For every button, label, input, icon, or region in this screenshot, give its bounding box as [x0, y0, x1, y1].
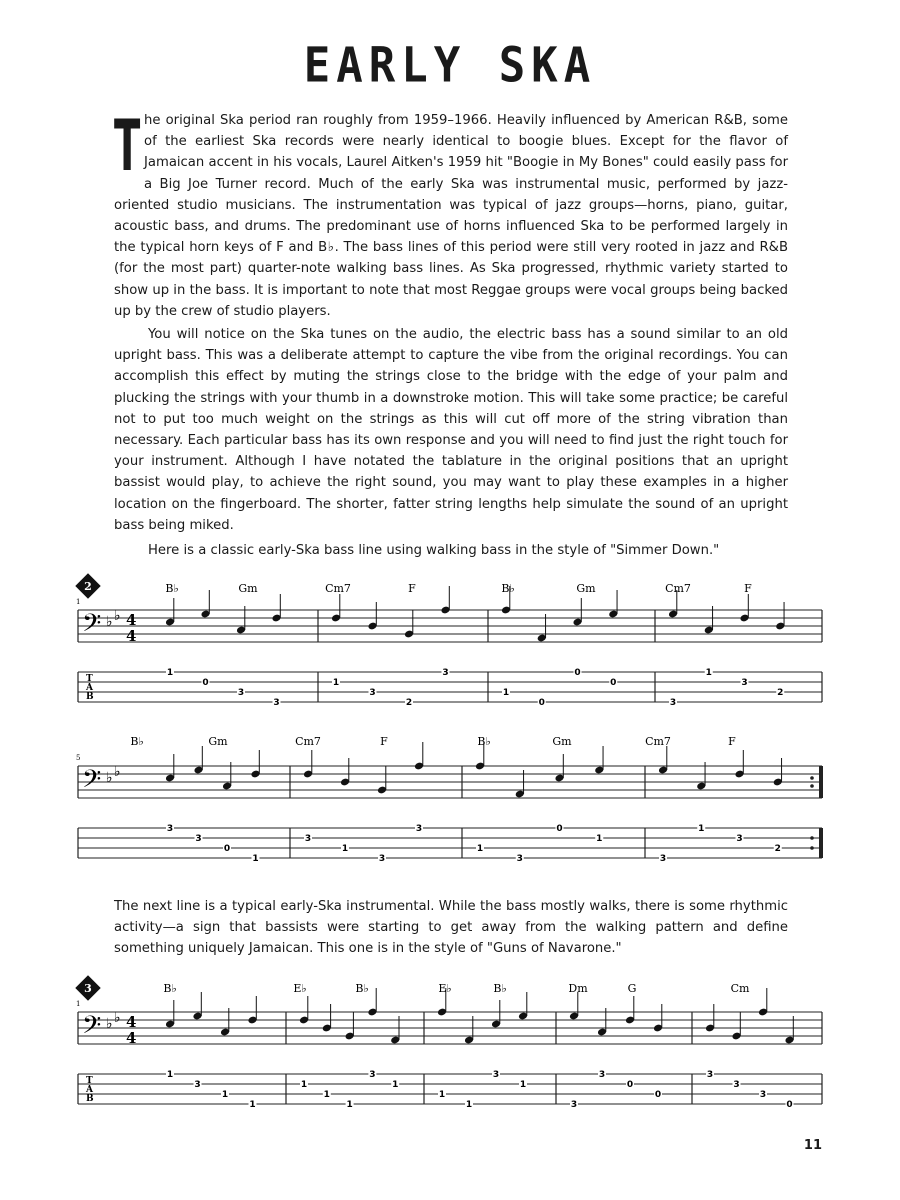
chord-symbol: Cm7 [295, 735, 321, 748]
tab-number: 3 [598, 1070, 606, 1080]
tab-number: 1 [166, 1070, 174, 1080]
repeat-dot [810, 776, 814, 780]
chord-symbol: Cm7 [645, 735, 671, 748]
chord-symbol: Dm [568, 982, 588, 995]
tab-number: 2 [405, 698, 413, 708]
page-number: 11 [803, 1138, 822, 1153]
time-signature-top: 4 [126, 1013, 137, 1031]
page-title: EARLY SKA [303, 37, 597, 94]
tab-number: 3 [759, 1090, 767, 1100]
bass-clef-icon: 𝄢 [82, 765, 102, 800]
tab-number: 0 [574, 668, 581, 678]
flat-icon: ♭ [114, 764, 121, 780]
tab-label: B [86, 1094, 94, 1104]
tab-number: 1 [502, 688, 510, 698]
tab-number: 1 [392, 1080, 399, 1090]
repeat-dot [810, 836, 814, 840]
tab-number: 1 [438, 1090, 446, 1100]
time-signature-bottom: 4 [126, 1029, 137, 1047]
music-system-1 [75, 573, 822, 708]
tab-number: 3 [304, 834, 312, 844]
tab-number: 3 [194, 1080, 201, 1090]
measure-number: 1 [76, 1000, 81, 1008]
tab-number: 3 [195, 834, 202, 844]
chord-symbol: E♭ [293, 982, 307, 995]
tab-number: 3 [659, 854, 667, 864]
tab-number: 3 [237, 688, 245, 698]
tab-number: 0 [610, 678, 617, 688]
tab-number: 3 [166, 824, 174, 834]
paragraph-1-text: he original Ska period ran roughly from 1959–1966. Heavily influenced by American R&B, some of the earliest Ska records were nearly identical to boogie blues. Except for the flavor of Jamaican accent in his vocals, Laurel Aitken's 1959 hit "Boogie in My Bones" could easily pass for a Big Joe Turner record. Much of the early Ska was instrumental music, performed by jazz-oriented studio musicians. The instrumentation was typical of jazz groups—horns, piano, guitar, acoustic bass, and drums. The predominant use of horns influenced Ska to be performed largely in the typical horn keys of F and B♭. The bass lines of this period were still very rooted in jazz and R&B (for the most part) quarter-note walking bass lines. As Ska progressed, rhythmic variety started to show up in the bass. It is important to note that most Reggae groups were vocal groups being backed up by the crew of studio players. [114, 113, 788, 319]
final-thick-bar [819, 766, 823, 798]
tab-number: 3 [733, 1080, 740, 1090]
flat-icon: ♭ [106, 770, 113, 786]
chord-symbol: Gm [576, 582, 596, 595]
paragraph-2: You will notice on the Ska tunes on the audio, the electric bass has a sound similar to an old upright bass. This was a deliberate attempt to capture the vibe from the original recordings. You can accomplish this effect by muting the strings close to the bridge with the edge of your palm and plucking the strings with your thumb in a downstroke motion. This will take some practice; be careful not to put too much weight on the strings as this will cut off more of the string vibration than necessary. Each particular bass has its own response and you will need to find just the right touch for your instrument. Although I have notated the tablature in the original positions that an upright bassist would play, to achieve the right sound, you may want to play these examples in a higher location on the fingerboard. The shorter, fatter string lengths help simulate the sound of an upright bass being miked. [114, 327, 788, 533]
tab-number: 3 [669, 698, 677, 708]
chord-symbol: B♭ [355, 982, 369, 995]
chord-symbol: F [408, 582, 416, 595]
tab-number: 3 [570, 1100, 578, 1110]
chord-symbol: F [744, 582, 752, 595]
tab-number: 2 [774, 844, 781, 854]
tab-number: 0 [538, 698, 545, 708]
chord-symbol: F [728, 735, 736, 748]
tab-number: 1 [249, 1100, 256, 1110]
chord-symbol: Gm [552, 735, 572, 748]
bass-clef-icon: 𝄢 [82, 609, 102, 644]
bass-clef-icon: 𝄢 [82, 1011, 102, 1046]
tab-number: 0 [626, 1080, 634, 1090]
tab-label: T [86, 1076, 93, 1086]
tab-number: 0 [654, 1090, 662, 1100]
track-number: 2 [84, 580, 92, 593]
flat-icon: ♭ [114, 1010, 121, 1026]
music-system-2 [76, 735, 823, 864]
tab-number: 1 [698, 824, 705, 834]
chord-symbol: F [380, 735, 388, 748]
tab-number: 1 [221, 1090, 229, 1100]
tab-number: 1 [323, 1090, 330, 1100]
repeat-dot [810, 784, 814, 788]
tab-number: 1 [596, 834, 603, 844]
tab-label: A [86, 683, 93, 693]
tab-number: 3 [415, 824, 423, 834]
tab-number: 0 [556, 824, 563, 834]
chord-symbol: B♭ [477, 735, 491, 748]
chord-symbol: B♭ [493, 982, 507, 995]
music-system-3 [75, 975, 822, 1110]
chord-symbol: Gm [208, 735, 228, 748]
tab-number: 1 [465, 1100, 473, 1110]
chord-symbol: Cm7 [665, 582, 691, 595]
tab-number: 1 [476, 844, 484, 854]
chord-symbol: Cm [730, 982, 750, 995]
tab-number: 1 [300, 1080, 308, 1090]
tab-number: 1 [332, 678, 340, 688]
paragraph-3: The next line is a typical early-Ska instrumental. While the bass mostly walks, there is some rhythmic activity—a sign that bassists were starting to get away from the walking pattern and define something uniquely Jamaican. This one is in the style of "Guns of Navarone." [114, 899, 788, 957]
time-signature-bottom: 4 [126, 627, 137, 645]
tab-number: 2 [777, 688, 784, 698]
tab-label: A [86, 1085, 93, 1095]
tab-number: 3 [273, 698, 280, 708]
chord-symbol: E♭ [438, 982, 452, 995]
tab-number: 1 [705, 668, 712, 678]
final-thick-bar [819, 828, 823, 858]
tab-label: B [86, 692, 94, 702]
tab-label: T [86, 674, 93, 684]
tab-number: 1 [341, 844, 349, 854]
tab-number: 0 [202, 678, 209, 688]
tab-number: 3 [516, 854, 523, 864]
measure-number: 5 [76, 754, 81, 762]
drop-cap: T [114, 105, 141, 187]
tab-number: 0 [786, 1100, 793, 1110]
tab-number: 3 [369, 688, 376, 698]
flat-icon: ♭ [114, 608, 121, 624]
tab-number: 1 [252, 854, 259, 864]
repeat-dot [810, 846, 814, 850]
tab-number: 1 [519, 1080, 527, 1090]
tab-number: 3 [492, 1070, 500, 1080]
tab-number: 3 [369, 1070, 376, 1080]
chord-symbol: B♭ [165, 582, 179, 595]
tab-number: 1 [346, 1100, 353, 1110]
tab-number: 3 [378, 854, 386, 864]
tab-number: 0 [223, 844, 231, 854]
chord-symbol: Cm7 [325, 582, 351, 595]
chord-symbol: B♭ [163, 982, 177, 995]
measure-number: 1 [76, 598, 81, 606]
chord-symbol: Gm [238, 582, 258, 595]
track-number: 3 [84, 982, 92, 995]
time-signature-top: 4 [126, 611, 137, 629]
tab-number: 3 [741, 678, 748, 688]
flat-icon: ♭ [106, 614, 113, 630]
tab-number: 3 [442, 668, 449, 678]
tab-number: 1 [166, 668, 174, 678]
chord-symbol: B♭ [501, 582, 515, 595]
flat-icon: ♭ [106, 1016, 113, 1032]
example-2-intro: Here is a classic early-Ska bass line using walking bass in the style of "Simmer Down." [148, 543, 720, 558]
tab-number: 3 [706, 1070, 714, 1080]
chord-symbol: B♭ [130, 735, 144, 748]
chord-symbol: G [627, 982, 637, 995]
tab-number: 3 [736, 834, 743, 844]
